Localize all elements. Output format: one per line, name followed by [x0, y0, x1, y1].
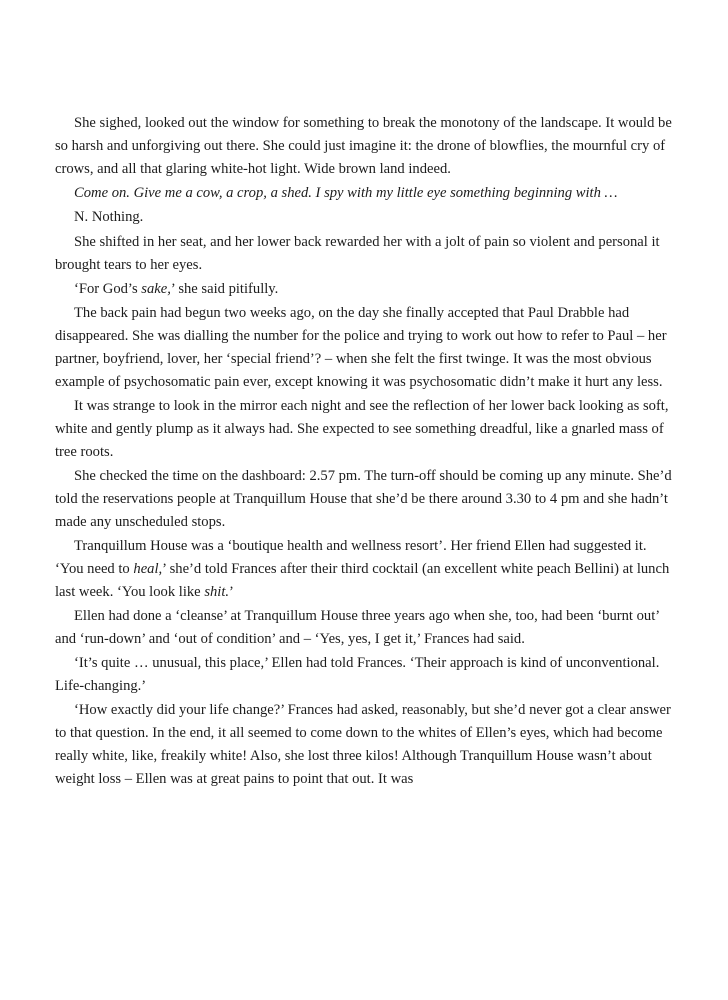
paragraph-text: N. Nothing.: [74, 209, 144, 226]
paragraph: [55, 112, 675, 180]
paragraph: [55, 465, 675, 533]
paragraph: [55, 231, 675, 277]
paragraph-text: She shifted in her seat, and her lower back rewarded her with a jolt of pain so violent and personal it brought tears to her eyes.: [55, 233, 660, 273]
paragraph: [55, 535, 675, 603]
paragraph: [55, 605, 675, 651]
paragraph-text: ’ she’d told Frances after their third cocktail (an excellent white peach Bellini) at lunch last week. ‘You look like: [55, 560, 670, 600]
paragraph: [55, 278, 675, 301]
paragraph: [55, 652, 675, 698]
italic-text: sake,: [141, 280, 171, 297]
paragraph: [55, 182, 675, 205]
paragraph-text: ‘How exactly did your life change?’ Frances had asked, reasonably, but she’d never got a clear answer to that question. In the end, it all seemed to come down to the whites of Ellen’s eyes, which had become really white, like, freakily white! Also, she lost three kilos! Although Tranquillum House wasn’t about weight loss – Ellen was at great pains to point that out. It was: [55, 702, 671, 787]
paragraph-text: ‘For God’s: [74, 280, 142, 297]
paragraph-text: ’: [229, 583, 234, 600]
paragraph-text: It was strange to look in the mirror each night and see the reflection of her lower back looking as soft, white and gently plump as it always had. She expected to see something dreadful, like a gnarled mass of tree roots.: [55, 398, 669, 460]
paragraph-text: ’ she said pitifully.: [170, 280, 279, 297]
paragraph: [55, 302, 675, 393]
paragraph-text: She checked the time on the dashboard: 2.57 pm. The turn-off should be coming up any minute. She’d told the reservations people at Tranquillum House that she’d be there around 3.30 to 4 pm and she hadn’t made any unscheduled stops.: [55, 468, 672, 530]
italic-text: heal,: [133, 560, 163, 577]
body-text: [55, 112, 675, 792]
paragraph-text: ‘It’s quite … unusual, this place,’ Ellen had told Frances. ‘Their approach is kind of unconventional. Life-changing.’: [55, 655, 660, 695]
paragraph-text: Come on. Give me a cow, a crop, a shed. I spy with my little eye something beginning with …: [74, 184, 618, 201]
italic-text: shit.: [204, 583, 230, 600]
paragraph: [55, 699, 675, 790]
paragraph-text: The back pain had begun two weeks ago, on the day she finally accepted that Paul Drabble had disappeared. She was dialling the number for the police and trying to work out how to refer to Paul – her partner, boyfriend, lover, her ‘special friend’? – when she felt the first twinge. It was the most obvious example of psychosomatic pain ever, except knowing it was psychosomatic didn’t make it hurt any less.: [55, 305, 667, 390]
paragraph: [55, 395, 675, 463]
paragraph-text: She sighed, looked out the window for something to break the monotony of the landscape. It would be so harsh and unforgiving out there. She could just imagine it: the drone of blowflies, the mournful cry of crows, and all that glaring white-hot light. Wide brown land indeed.: [55, 115, 672, 177]
paragraph-text: Ellen had done a ‘cleanse’ at Tranquillum House three years ago when she, too, had been ‘burnt out’ and ‘run-down’ and ‘out of condition’ and – ‘Yes, yes, I get it,’ Frances had said.: [55, 608, 660, 647]
paragraph-text: Tranquillum House was a ‘boutique health and wellness resort’. Her friend Ellen had suggested it. ‘You need to: [55, 538, 647, 577]
paragraph: [55, 206, 675, 229]
